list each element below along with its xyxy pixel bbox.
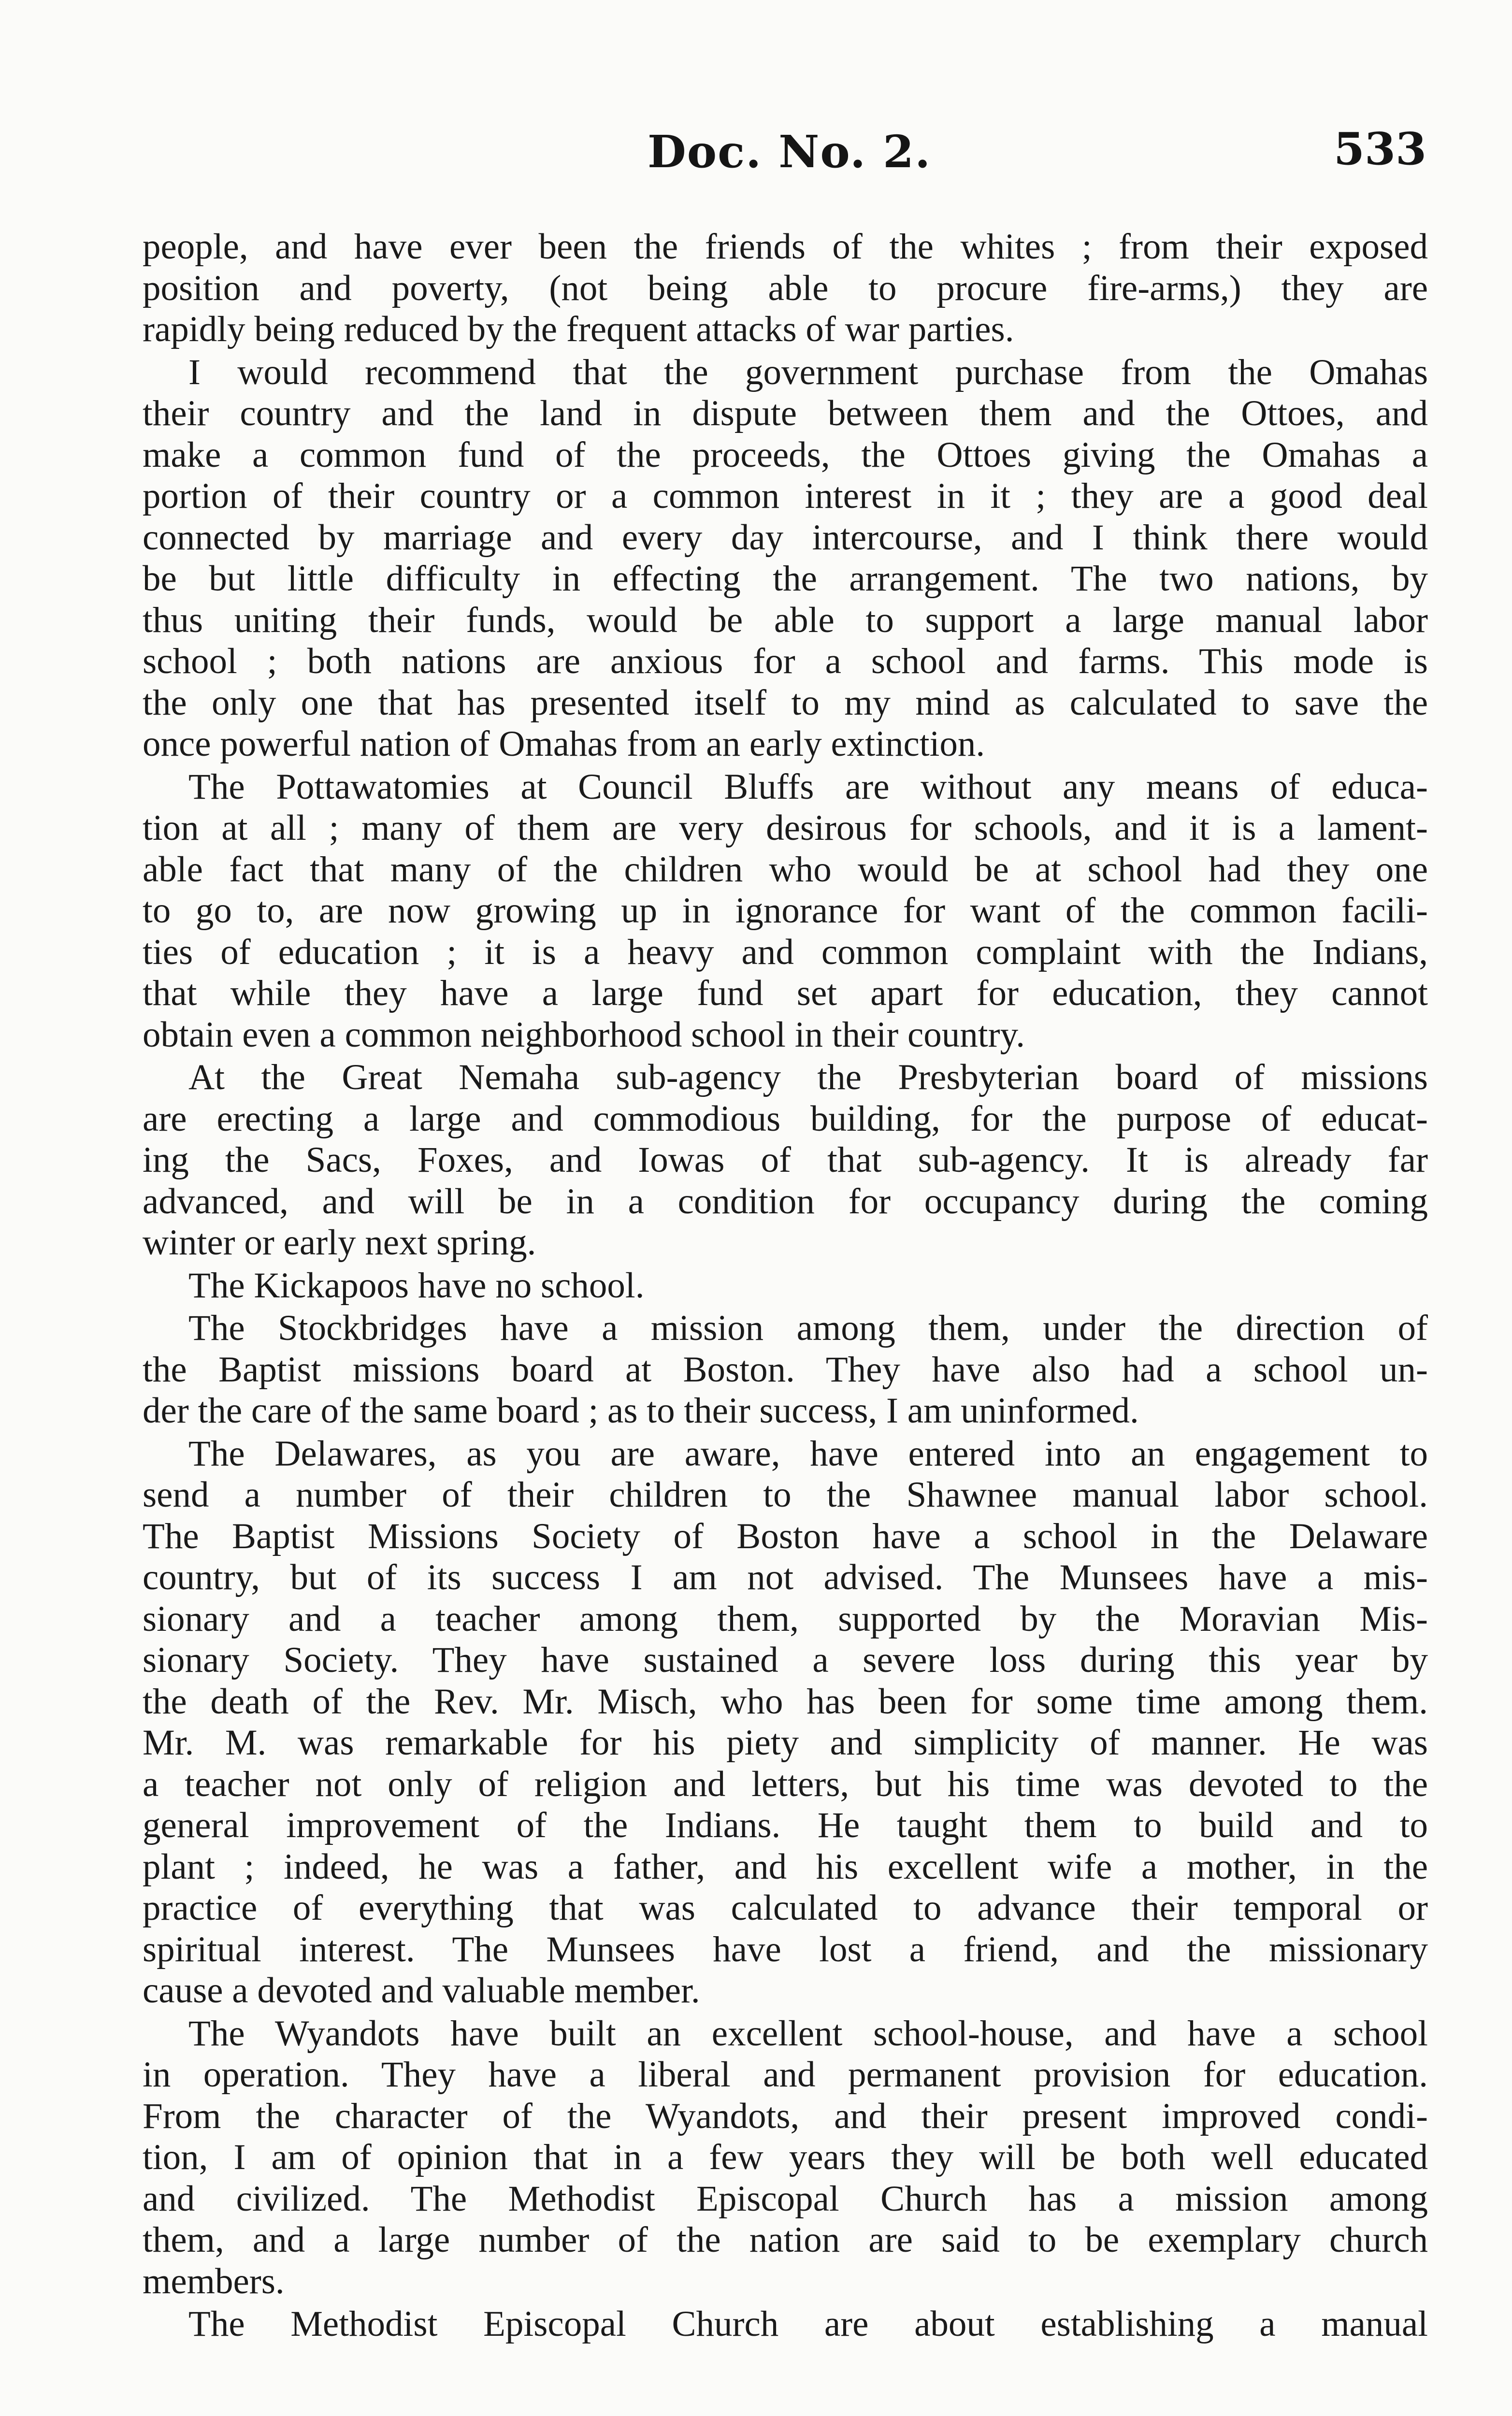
line-text: The Kickapoos have no school. bbox=[188, 1265, 645, 1306]
text-line: and civilized. The Methodist Episcopal Church has a mission among bbox=[143, 2178, 1428, 2219]
text-line bbox=[143, 1057, 1428, 1098]
text-line: obtain even a common neighborhood school in their country. bbox=[143, 1014, 1025, 1055]
text-line: Mr. M. was remarkable for his piety and simplicity of manner. He was bbox=[143, 1723, 1428, 1763]
paragraph bbox=[143, 2303, 1428, 2345]
paragraph bbox=[143, 1057, 1428, 1264]
text-line: winter or early next spring. bbox=[143, 1222, 536, 1263]
text-line: general improvement of the Indians. He taught them to build and to bbox=[143, 1805, 1428, 1845]
text-line: der the care of the same board ; as to their success, I am uninformed. bbox=[143, 1391, 1139, 1431]
paragraph bbox=[143, 1265, 1428, 1307]
text-line bbox=[143, 2013, 1428, 2055]
text-line: position and poverty, (not being able to procure fire-arms,) they are bbox=[143, 268, 1428, 308]
text-line: practice of everything that was calculated to advance their temporal or bbox=[143, 1888, 1428, 1928]
text-line: spiritual interest. The Munsees have lost a friend, and the missionary bbox=[143, 1929, 1428, 1970]
text-line: sionary and a teacher among them, supported by the Moravian Mis- bbox=[143, 1598, 1428, 1639]
line-text: The Delawares, as you are aware, have entered into an engagement to bbox=[188, 1433, 1428, 1474]
text-line bbox=[143, 1433, 1428, 1475]
text-line: portion of their country or a common interest in it ; they are a good deal bbox=[143, 476, 1428, 516]
text-line: once powerful nation of Omahas from an early extinction. bbox=[143, 724, 985, 764]
text-line: make a common fund of the proceeds, the Ottoes giving the Omahas a bbox=[143, 434, 1428, 475]
paragraph bbox=[143, 226, 1428, 350]
text-line: the only one that has presented itself to my mind as calculated to save the bbox=[143, 682, 1428, 723]
line-text: The Pottawatomies at Council Bluffs are without any means of educa- bbox=[188, 766, 1428, 807]
text-line: a teacher not only of religion and letters, but his time was devoted to the bbox=[143, 1764, 1428, 1804]
text-line: rapidly being reduced by the frequent attacks of war parties. bbox=[143, 309, 1014, 349]
text-line bbox=[143, 1308, 1428, 1349]
text-line: sionary Society. They have sustained a severe loss during this year by bbox=[143, 1640, 1428, 1680]
text-line: advanced, and will be in a condition for occupancy during the coming bbox=[143, 1181, 1428, 1222]
text-line: country, but of its success I am not advised. The Munsees have a mis- bbox=[143, 1557, 1428, 1597]
text-line: plant ; indeed, he was a father, and his excellent wife a mother, in the bbox=[143, 1846, 1428, 1887]
text-line: The Baptist Missions Society of Boston have a school in the Delaware bbox=[143, 1516, 1428, 1556]
text-line bbox=[143, 1265, 1428, 1307]
text-line: in operation. They have a liberal and permanent provision for education. bbox=[143, 2055, 1428, 2095]
text-line: ing the Sacs, Foxes, and Iowas of that sub-agency. It is already far bbox=[143, 1140, 1428, 1180]
text-line: be but little difficulty in effecting the arrangement. The two nations, by bbox=[143, 559, 1428, 599]
paragraph bbox=[143, 766, 1428, 1056]
text-line: the Baptist missions board at Boston. They have also had a school un- bbox=[143, 1349, 1428, 1390]
paragraph bbox=[143, 352, 1428, 765]
text-line: school ; both nations are anxious for a school and farms. This mode is bbox=[143, 641, 1428, 681]
text-line: them, and a large number of the nation are said to be exemplary church bbox=[143, 2220, 1428, 2260]
text-line: connected by marriage and every day intercourse, and I think there would bbox=[143, 517, 1428, 558]
text-line: From the character of the Wyandots, and their present improved condi- bbox=[143, 2096, 1428, 2136]
text-line: that while they have a large fund set apart for education, they cannot bbox=[143, 973, 1428, 1013]
text-line: able fact that many of the children who would be at school had they one bbox=[143, 849, 1428, 890]
text-line: to go to, are now growing up in ignorance for want of the common facili- bbox=[143, 891, 1428, 931]
text-line: send a number of their children to the Shawnee manual labor school. bbox=[143, 1475, 1428, 1515]
text-line: cause a devoted and valuable member. bbox=[143, 1970, 700, 2011]
body-text bbox=[143, 226, 1428, 2345]
page-number: 533 bbox=[1334, 123, 1427, 175]
text-line: their country and the land in dispute between them and the Ottoes, and bbox=[143, 393, 1428, 433]
line-text: The Stockbridges have a mission among them, under the direction of bbox=[188, 1308, 1428, 1348]
text-line bbox=[143, 766, 1428, 808]
line-text: The Methodist Episcopal Church are about establishing a manual bbox=[188, 2304, 1428, 2344]
text-line: are erecting a large and commodious building, for the purpose of educat- bbox=[143, 1098, 1428, 1139]
text-line: people, and have ever been the friends of the whites ; from their exposed bbox=[143, 227, 1428, 267]
line-text: I would recommend that the government purchase from the Omahas bbox=[188, 352, 1428, 392]
text-line: tion at all ; many of them are very desirous for schools, and it is a lament- bbox=[143, 808, 1428, 848]
text-line: ties of education ; it is a heavy and common complaint with the Indians, bbox=[143, 932, 1428, 972]
paragraph bbox=[143, 2013, 1428, 2302]
document-title: Doc. No. 2. bbox=[648, 126, 932, 178]
paragraph bbox=[143, 1308, 1428, 1432]
page-header bbox=[0, 123, 1512, 184]
text-line: the death of the Rev. Mr. Misch, who has been for some time among them. bbox=[143, 1681, 1428, 1722]
text-line bbox=[143, 352, 1428, 393]
text-line bbox=[143, 2303, 1428, 2345]
text-line: tion, I am of opinion that in a few years they will be both well educated bbox=[143, 2137, 1428, 2177]
line-text: At the Great Nemaha sub-agency the Presbyterian board of missions bbox=[188, 1057, 1428, 1097]
text-line: members. bbox=[143, 2261, 285, 2301]
text-line: thus uniting their funds, would be able to support a large manual labor bbox=[143, 600, 1428, 640]
paragraph bbox=[143, 1433, 1428, 2012]
line-text: The Wyandots have built an excellent school-house, and have a school bbox=[188, 2013, 1428, 2054]
